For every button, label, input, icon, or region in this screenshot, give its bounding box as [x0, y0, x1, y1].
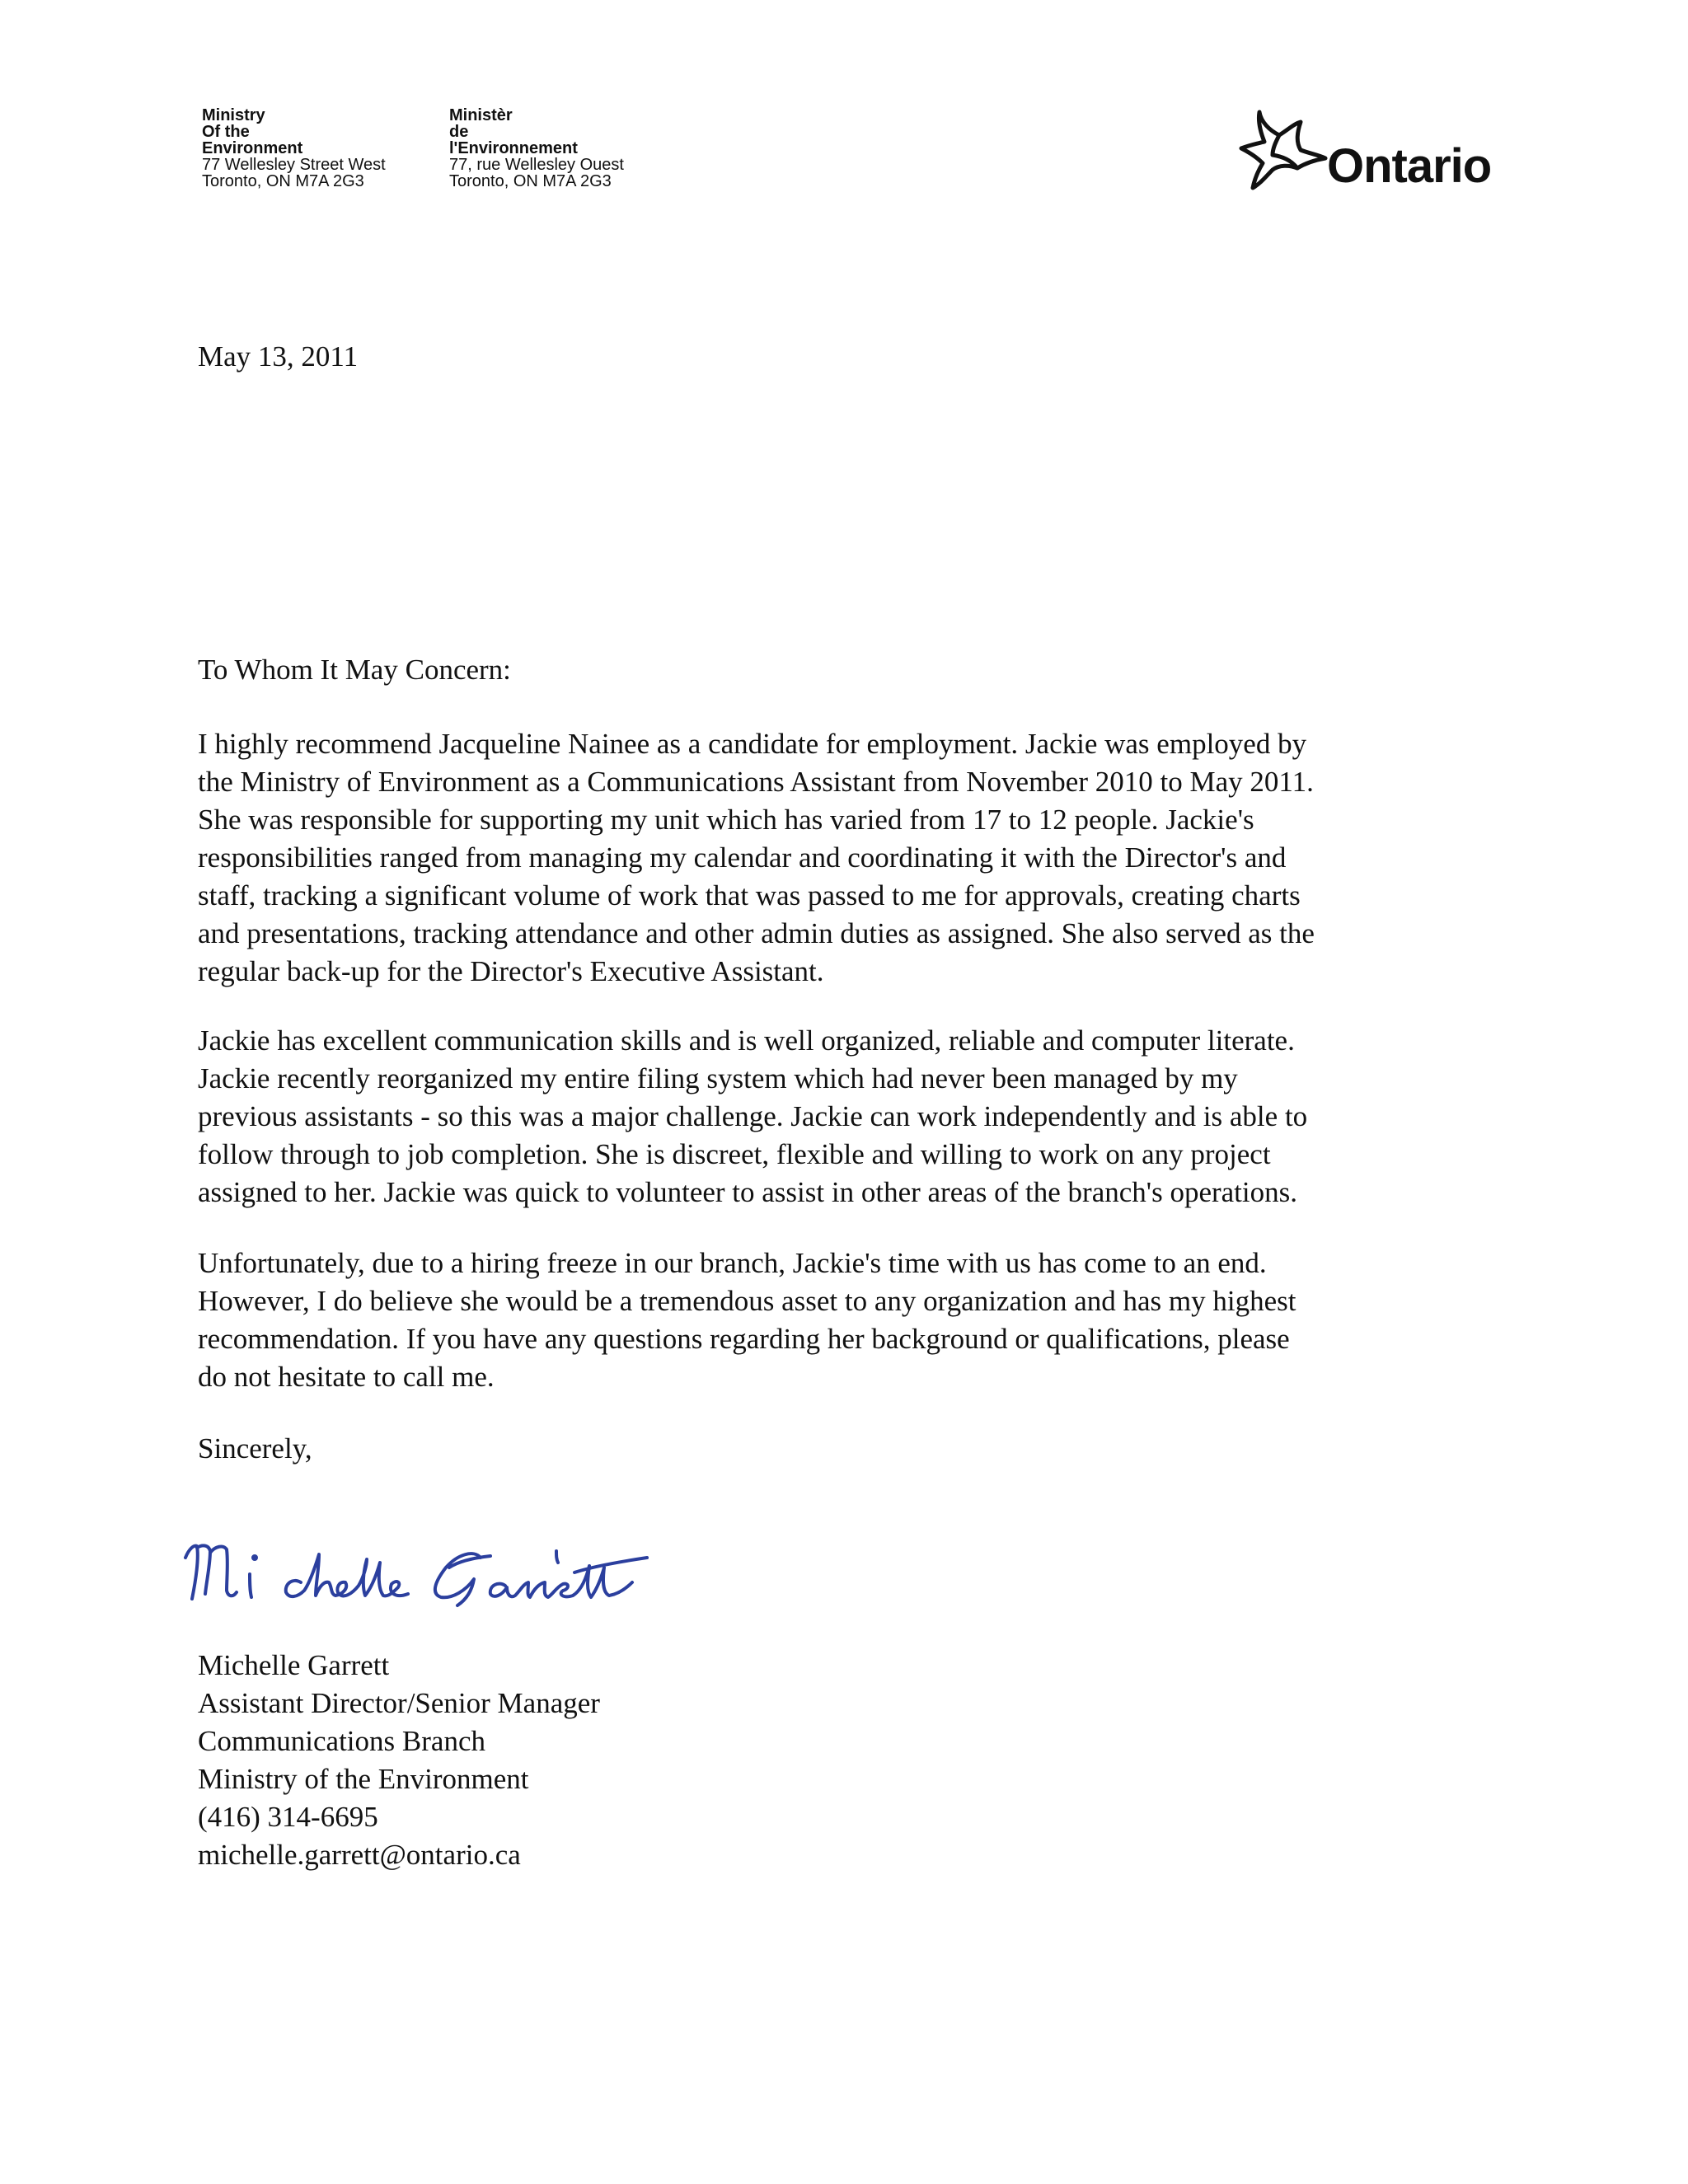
- paragraph-line: I highly recommend Jacqueline Nainee as a candidate for employment. Jackie was employed by: [198, 728, 1307, 760]
- ontario-wordmark: Ontario: [1327, 139, 1492, 193]
- paragraph-line: do not hesitate to call me.: [198, 1361, 495, 1393]
- signature-block: [198, 1647, 600, 1874]
- signature-image: [169, 1508, 713, 1624]
- paragraph-line: and presentations, tracking attendance and other admin duties as assigned. She also served as the: [198, 917, 1315, 949]
- paragraph-2: [198, 1022, 1307, 1212]
- paragraph-1: [198, 725, 1315, 991]
- ministry-of-label-fr: de: [449, 123, 469, 141]
- ministry-label-fr: Ministèr: [449, 106, 513, 124]
- paragraph-line: responsibilities ranged from managing my calendar and coordinating it with the Director's and: [198, 841, 1287, 874]
- salutation: To Whom It May Concern:: [198, 654, 511, 686]
- paragraph-line: Jackie has excellent communication skills and is well organized, reliable and computer literate.: [198, 1024, 1295, 1057]
- letterhead-french: [449, 107, 624, 190]
- ministry-name: Environment: [202, 139, 303, 157]
- paragraph-line: staff, tracking a significant volume of work that was passed to me for approvals, creating charts: [198, 879, 1301, 912]
- paragraph-line: Unfortunately, due to a hiring freeze in our branch, Jackie's time with us has come to an end.: [198, 1247, 1267, 1279]
- ontario-logo: [1236, 105, 1508, 196]
- ministry-name-fr: l'Environnement: [449, 139, 578, 157]
- city-postal-fr: Toronto, ON M7A 2G3: [449, 172, 612, 190]
- signer-phone: (416) 314-6695: [198, 1801, 378, 1833]
- signer-title: Assistant Director/Senior Manager: [198, 1687, 600, 1719]
- ministry-label: Ministry: [202, 106, 265, 124]
- paragraph-line: assigned to her. Jackie was quick to volunteer to assist in other areas of the branch's operations.: [198, 1176, 1297, 1208]
- paragraph-3: [198, 1244, 1296, 1396]
- closing: Sincerely,: [198, 1432, 312, 1465]
- city-postal: Toronto, ON M7A 2G3: [202, 172, 364, 190]
- paragraph-line: Jackie recently reorganized my entire filing system which had never been managed by my: [198, 1062, 1238, 1094]
- paragraph-line: the Ministry of Environment as a Communications Assistant from November 2010 to May 2011.: [198, 766, 1314, 798]
- signer-branch: Communications Branch: [198, 1725, 485, 1757]
- signer-ministry: Ministry of the Environment: [198, 1763, 529, 1795]
- paragraph-line: regular back-up for the Director's Executive Assistant.: [198, 955, 824, 987]
- paragraph-line: recommendation. If you have any questions regarding her background or qualifications, please: [198, 1323, 1290, 1355]
- street-address-fr: 77, rue Wellesley Ouest: [449, 156, 624, 174]
- paragraph-line: previous assistants - so this was a major challenge. Jackie can work independently and is able to: [198, 1100, 1308, 1132]
- paragraph-line: follow through to job completion. She is discreet, flexible and willing to work on any project: [198, 1138, 1271, 1170]
- ministry-of-label: Of the: [202, 123, 250, 141]
- letter-date: May 13, 2011: [198, 340, 359, 373]
- letterhead-english: [202, 107, 386, 190]
- signer-name: Michelle Garrett: [198, 1649, 390, 1681]
- paragraph-line: However, I do believe she would be a tremendous asset to any organization and has my highest: [198, 1285, 1296, 1317]
- signer-email: michelle.garrett@ontario.ca: [198, 1839, 521, 1871]
- street-address: 77 Wellesley Street West: [202, 156, 386, 174]
- paragraph-line: She was responsible for supporting my unit which has varied from 17 to 12 people. Jackie's: [198, 804, 1254, 836]
- trillium-icon: [1236, 105, 1331, 196]
